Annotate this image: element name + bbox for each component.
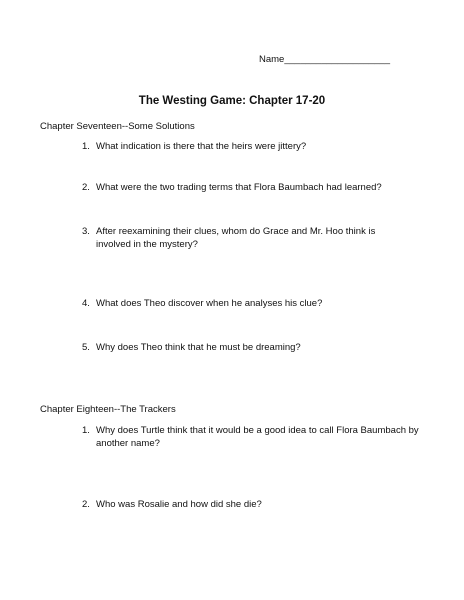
question-text: What does Theo discover when he analyses his clue? [96,298,323,309]
question-text: Who was Rosalie and how did she die? [96,499,262,510]
question-number: 2. [82,499,90,510]
question-text: What indication is there that the heirs were jittery? [96,141,307,152]
question-number: 1. [82,425,90,436]
question-text: After reexamining their clues, whom do Grace and Mr. Hoo think is involved in the mystery? [96,226,376,250]
question-number: 5. [82,342,90,353]
question-text: Why does Theo think that he must be dreaming? [96,342,301,353]
worksheet-title: The Westing Game: Chapter 17-20 [138,95,326,107]
section-heading: Chapter Seventeen--Some Solutions [40,121,195,132]
question-number: 3. [82,226,90,237]
question-text: What were the two trading terms that Flora Baumbach had learned? [96,182,382,193]
section-heading: Chapter Eighteen--The Trackers [40,404,176,415]
question-number: 1. [82,141,90,152]
name-line: Name____________________ [259,54,391,65]
question-text: Why does Turtle think that it would be a good idea to call Flora Baumbach by another name? [96,425,419,449]
question-number: 2. [82,182,90,193]
question-number: 4. [82,298,90,309]
